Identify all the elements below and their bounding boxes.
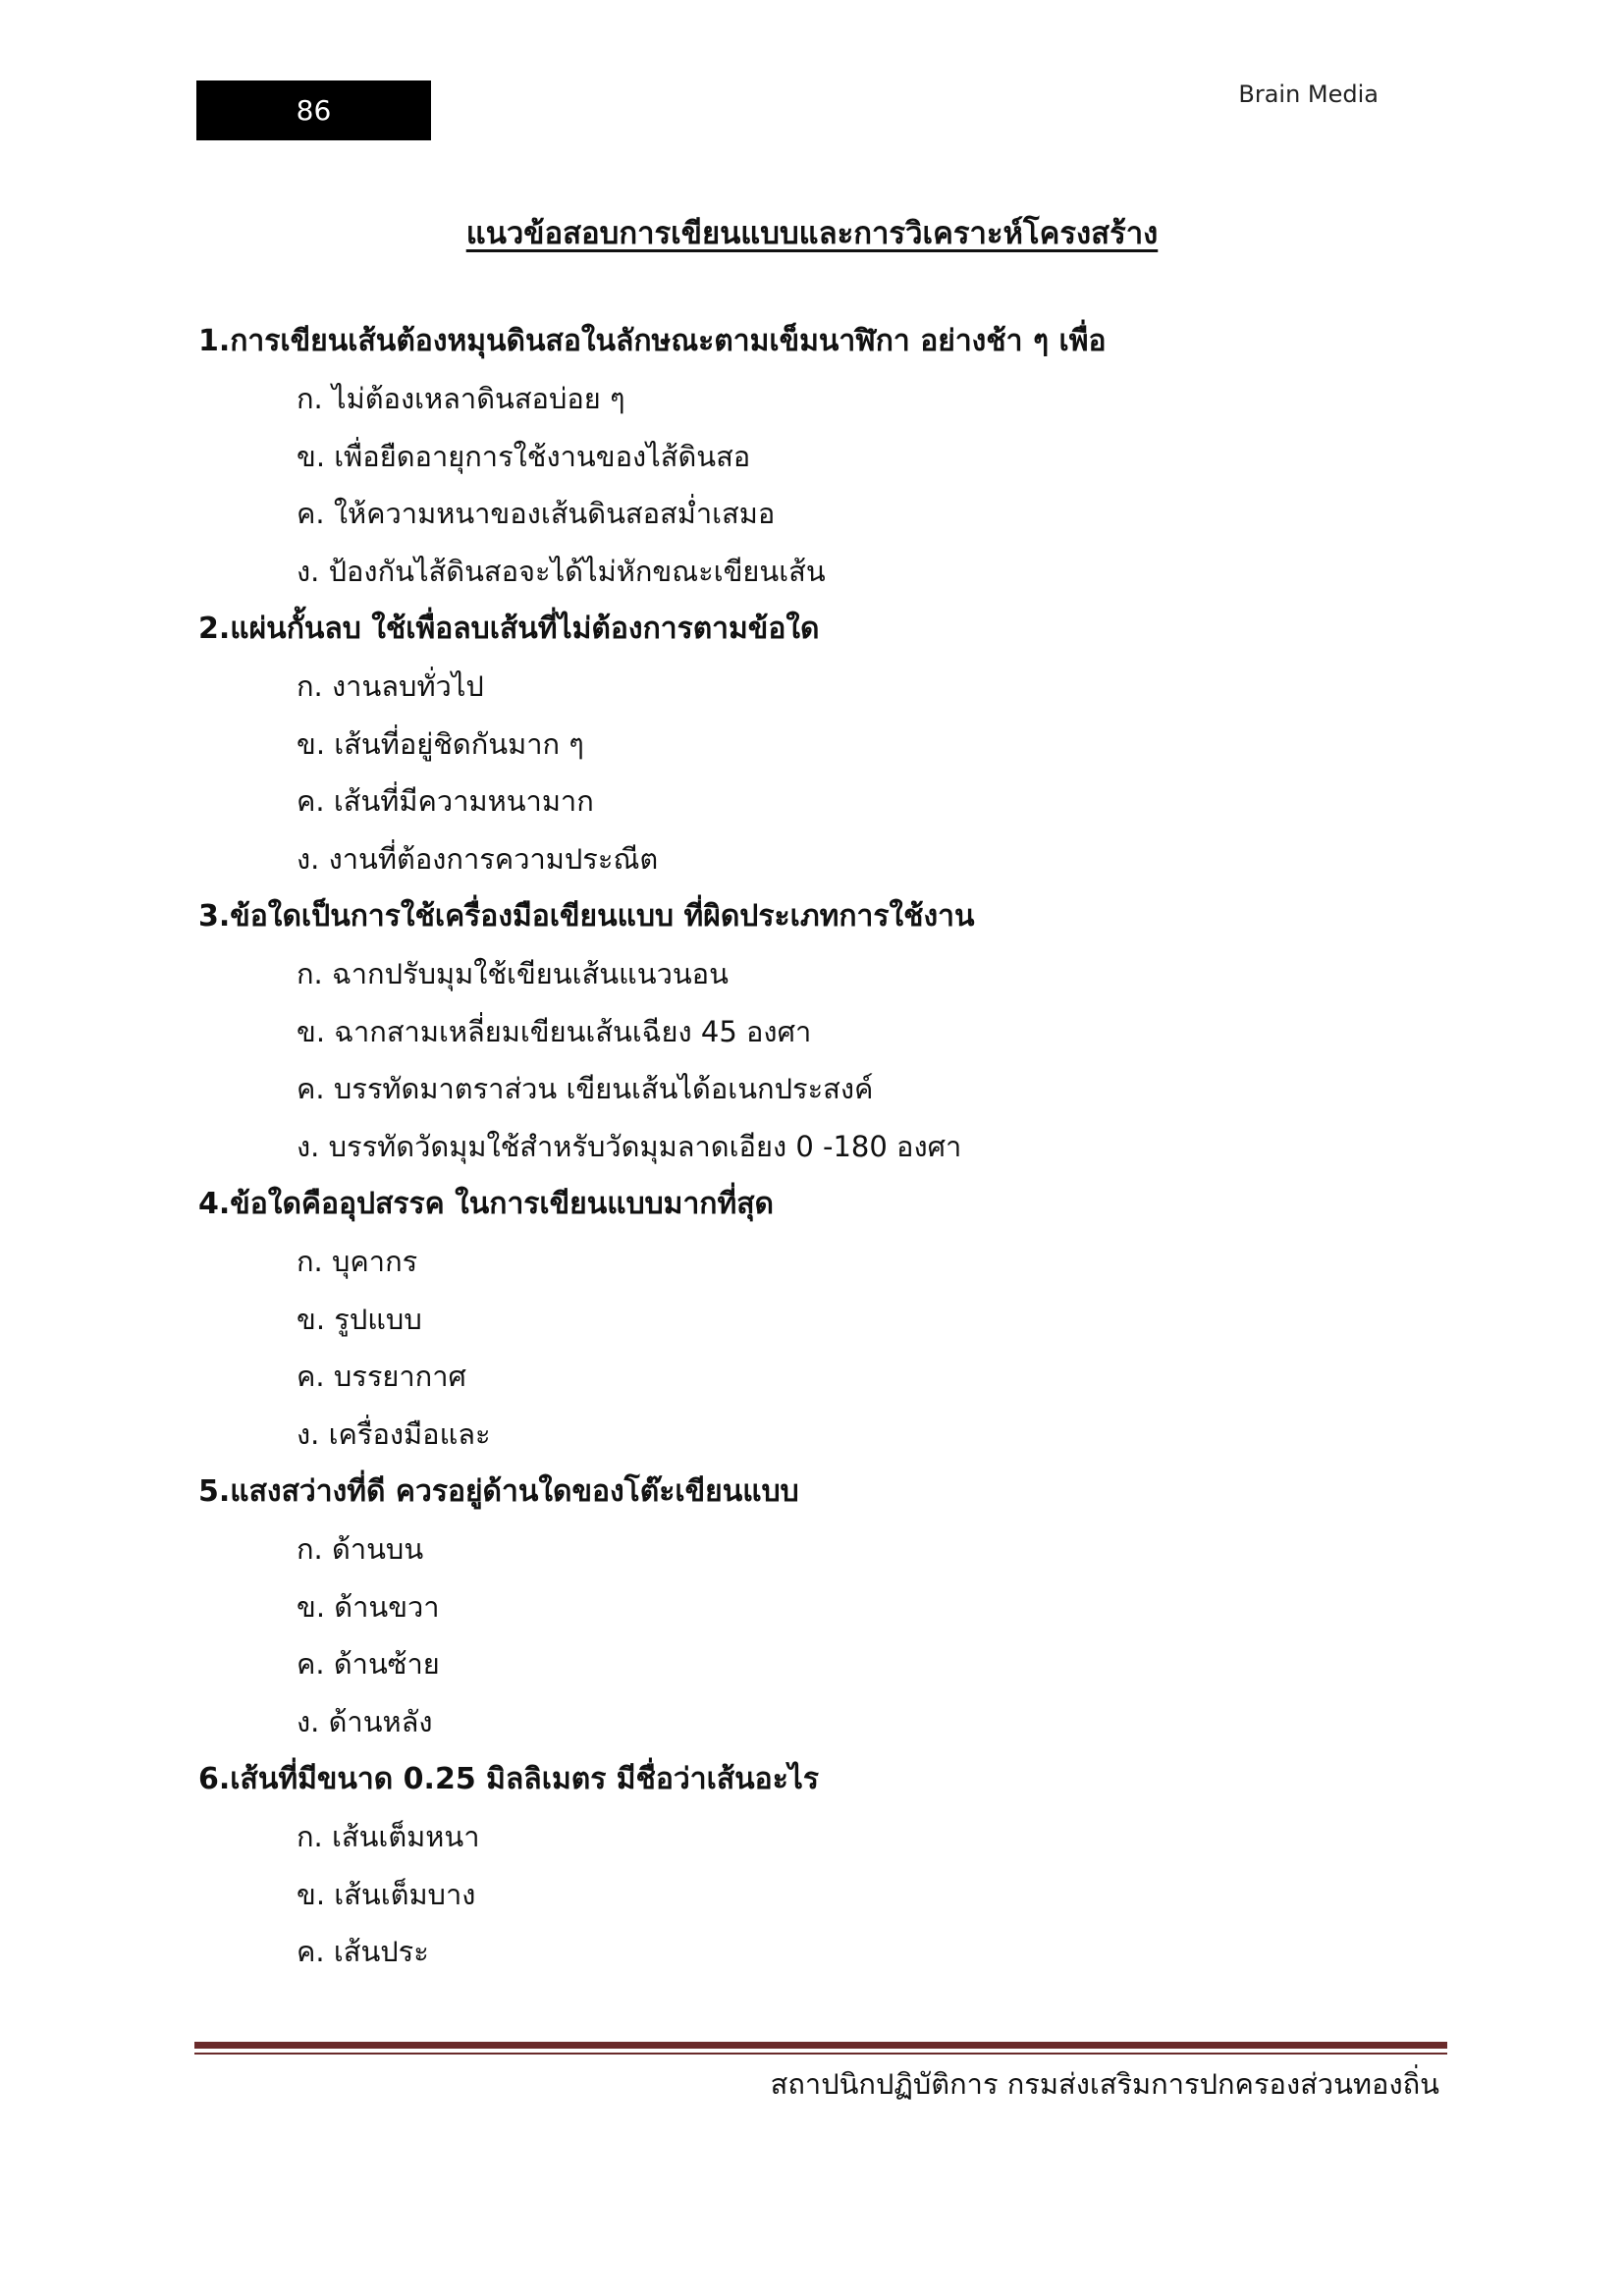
footer-text: สถาปนิกปฏิบัติการ กรมส่งเสริมการปกครองส่วนทองถิ่น bbox=[770, 2067, 1439, 2101]
question-5-option-2: ข. ด้านขวา bbox=[297, 1589, 440, 1624]
question-1-option-4: ง. ป้องกันไส้ดินสอจะได้ไม่หักขณะเขียนเส้น bbox=[297, 554, 826, 588]
question-2: 2.แผ่นกั้นลบ ใช้เพื่อลบเส้นที่ไม่ต้องการตามข้อใด bbox=[198, 612, 820, 646]
footer-rule-thin bbox=[194, 2053, 1447, 2055]
question-4-option-3: ค. บรรยากาศ bbox=[297, 1360, 466, 1393]
document-title: แนวข้อสอบการเขียนแบบและการวิเคราะห์โครงสร้าง bbox=[465, 216, 1159, 251]
question-4-option-2: ข. รูปแบบ bbox=[297, 1302, 422, 1336]
question-3-option-3: ค. บรรทัดมาตราส่วน เขียนเส้นได้อเนกประสงค์ bbox=[297, 1072, 874, 1105]
page-number: 86 bbox=[296, 94, 332, 127]
question-4-option-4: ง. เครื่องมือและ bbox=[297, 1416, 491, 1451]
question-1: 1.การเขียนเส้นต้องหมุนดินสอในลักษณะตามเข็มนาฬิกา อย่างช้า ๆ เพื่อ bbox=[198, 324, 1107, 358]
question-2-option-4: ง. งานที่ต้องการความประณีต bbox=[297, 841, 659, 876]
question-5-option-3: ค. ด้านซ้าย bbox=[297, 1647, 440, 1681]
question-4-option-1: ก. บุคากร bbox=[297, 1245, 418, 1278]
question-6-option-1: ก. เส้นเต็มหนา bbox=[297, 1820, 480, 1853]
publisher-name: Brain Media bbox=[1238, 80, 1379, 108]
question-2-option-1: ก. งานลบทั่วไป bbox=[297, 669, 484, 703]
question-1-option-3: ค. ให้ความหนาของเส้นดินสอสม่ำเสมอ bbox=[297, 497, 776, 530]
question-6-option-2: ข. เส้นเต็มบาง bbox=[297, 1877, 476, 1911]
question-5: 5.แสงสว่างที่ดี ควรอยู่ด้านใดของโต๊ะเขียนแบบ bbox=[198, 1474, 799, 1509]
question-2-option-3: ค. เส้นที่มีความหนามาก bbox=[297, 784, 594, 818]
question-5-option-4: ง. ด้านหลัง bbox=[297, 1704, 433, 1738]
question-3-option-4: ง. บรรทัดวัดมุมใช้สำหรับวัดมุมลาดเอียง 0 -180 องศา bbox=[297, 1129, 962, 1163]
question-3: 3.ข้อใดเป็นการใช้เครื่องมือเขียนแบบ ที่ผิดประเภทการใช้งาน bbox=[198, 899, 975, 934]
question-5-option-1: ก. ด้านบน bbox=[297, 1532, 424, 1566]
question-3-option-2: ข. ฉากสามเหลี่ยมเขียนเส้นเฉียง 45 องศา bbox=[297, 1014, 812, 1048]
question-1-option-2: ข. เพื่อยืดอายุการใช้งานของไส้ดินสอ bbox=[297, 439, 751, 473]
footer-rule bbox=[194, 2042, 1447, 2049]
question-2-option-2: ข. เส้นที่อยู่ชิดกันมาก ๆ bbox=[297, 726, 584, 761]
question-1-option-1: ก. ไม่ต้องเหลาดินสอบ่อย ๆ bbox=[297, 382, 625, 415]
question-3-option-1: ก. ฉากปรับมุมใช้เขียนเส้นแนวนอน bbox=[297, 957, 729, 990]
question-list bbox=[198, 312, 1426, 1981]
question-6: 6.เส้นที่มีขนาด 0.25 มิลลิเมตร มีชื่อว่าเส้นอะไร bbox=[198, 1762, 820, 1796]
page-number-box bbox=[196, 80, 431, 140]
question-6-option-3: ค. เส้นประ bbox=[297, 1935, 429, 1968]
question-4: 4.ข้อใดคืออุปสรรค ในการเขียนแบบมากที่สุด bbox=[198, 1187, 775, 1221]
